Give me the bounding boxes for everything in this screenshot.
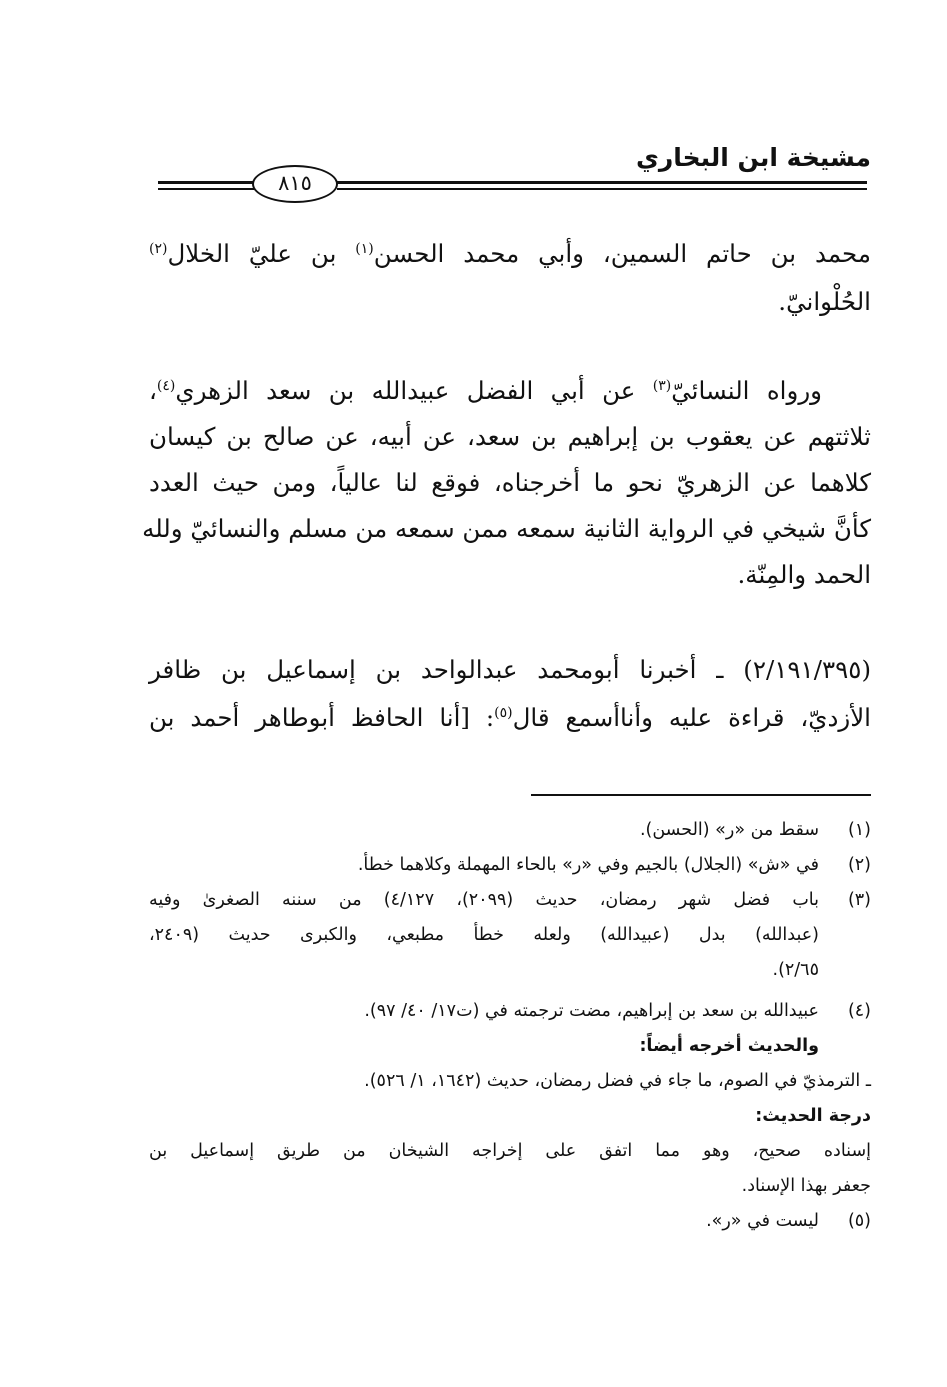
footnote-3	[149, 883, 871, 988]
footnote-text: إسناده صحيح، وهو مما اتفق على إخراجه الشيخان من طريق إسماعيل بن	[149, 1141, 871, 1161]
text-line: ثلاثتهم عن يعقوب بن إبراهيم بن سعد، عن أبيه، عن صالح بن كيسان	[149, 422, 871, 451]
header-rule-left	[158, 181, 254, 184]
footnote-text: عبيدالله بن سعد بن إبراهيم، مضت ترجمته في (ت١٧/ ٤٠/ ٩٧).	[364, 1001, 819, 1021]
footnote-subheading: والحديث أخرجه أيضاً:	[639, 1036, 819, 1056]
footnotes	[149, 813, 871, 1239]
footnote-subheading: درجة الحديث:	[755, 1106, 871, 1126]
footnote-text: سقط من «ر» (الحسن).	[639, 820, 819, 840]
footnote-separator	[531, 794, 871, 796]
running-header-title: مشيخة ابن البخاري	[635, 143, 871, 172]
paragraph-1	[149, 230, 871, 326]
footnote-item: ـ الترمذيّ في الصوم، ما جاء في فضل رمضان، حديث (١٦٤٢، ١/ ٥٢٦).	[364, 1071, 871, 1091]
text-segment: ،	[149, 376, 157, 405]
footnote-1	[149, 813, 871, 848]
footnote-4	[149, 994, 871, 1064]
text-line: كلاهما عن الزهريّ نحو ما أخرجناه، فوقع لنا عالياً، ومن حيث العدد	[149, 468, 871, 497]
footnote-text: في «ش» (الجلال) بالجيم وفي «ر» بالحاء المهملة وكلاهما خطأ.	[357, 855, 819, 875]
text-segment: محمد بن حاتم السمين، وأبي محمد الحسن	[373, 239, 871, 268]
footnote-ref-4[interactable]: (٤)	[156, 377, 176, 394]
text-line	[149, 230, 871, 278]
footnote-number: (٥)	[847, 1211, 871, 1231]
text-line: الحُلْوانيّ.	[778, 287, 871, 316]
header-rule-left-thin	[158, 188, 254, 190]
page-number: ٨١٥	[252, 165, 338, 203]
text-line	[149, 368, 871, 414]
text-segment: عن أبي الفضل عبيدالله بن سعد الزهري	[175, 376, 653, 405]
footnote-text: جعفر بهذا الإسناد.	[741, 1176, 871, 1196]
footnote-2	[149, 848, 871, 883]
footnote-ref-5[interactable]: (٥)	[494, 704, 513, 721]
footnote-text: ليست في «ر».	[706, 1211, 819, 1231]
paragraph-3	[149, 646, 871, 742]
footnote-number: (٤)	[847, 1001, 871, 1021]
text-segment: الأزديّ، قراءة عليه وأناأسمع قال	[512, 703, 871, 732]
paragraph-2	[142, 368, 871, 598]
text-line: كأنَّ شيخي في الرواية الثانية سمعه ممن سمعه من مسلم والنسائيّ ولله	[142, 514, 871, 543]
footnote-text: ٢/٦٥).	[772, 960, 819, 980]
footnote-text: باب فضل شهر رمضان، حديث (٢٠٩٩)، ٤/١٢٧) من سننه الصغرىٰ وفيه	[149, 890, 820, 910]
footnote-5	[149, 1204, 871, 1239]
text-line: الحمد والمِنّة.	[737, 560, 871, 589]
text-segment: ورواه النسائيّ	[671, 376, 822, 405]
text-line: (٢/١٩١/٣٩٥) ـ أخبرنا أبومحمد عبدالواحد بن إسماعيل بن ظافر	[149, 655, 871, 684]
header-rule-thin	[337, 188, 867, 190]
text-line	[149, 694, 871, 742]
footnote-ref-2[interactable]: (٢)	[149, 240, 168, 257]
footnote-ref-3[interactable]: (٣)	[652, 377, 672, 394]
footnote-number: (٣)	[847, 890, 871, 910]
text-segment: : [أنا الحافظ أبوطاهر أحمد بن	[149, 703, 495, 732]
text-segment: بن عليّ الخلال	[167, 239, 356, 268]
footnote-number: (٢)	[847, 855, 871, 875]
footnote-text: (عبدالله) بدل (عبيدالله) ولعله خطأ مطبعي، والكبرى حديث (٢٤٠٩،	[149, 925, 819, 945]
footnote-ref-1[interactable]: (١)	[355, 240, 374, 257]
header-rule	[337, 181, 867, 184]
footnote-number: (١)	[847, 820, 871, 840]
